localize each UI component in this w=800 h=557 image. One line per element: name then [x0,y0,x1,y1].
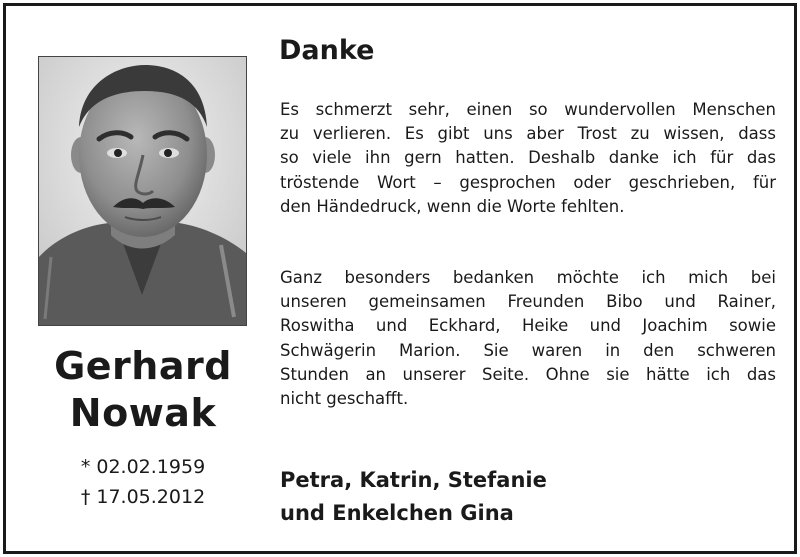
paragraph-line: unseren gemeinsamen Freunden Bibo und Rainer, [280,292,776,312]
birth-date: * 02.02.1959 [80,456,206,478]
death-date: † 17.05.2012 [80,486,206,508]
first-name: Gerhard [54,344,232,388]
signature-block [280,464,547,530]
thanks-paragraph-2 [280,266,776,411]
paragraph-line: Es schmerzt sehr, einen so wundervollen Menschen [280,100,776,119]
paragraph-line: Ganz besonders bedanken möchte ich mich bei [280,268,776,287]
thanks-paragraph-1 [280,98,776,219]
paragraph-line: so viele ihn gern hatten. Deshalb danke ich für das [280,148,776,168]
paragraph-line: Roswitha und Eckhard, Heike und Joachim sowie [280,316,776,336]
paragraph-line: zu verlieren. Es gibt uns aber Trost zu wissen, dass [280,124,776,144]
paragraph-line: tröstende Wort – gesprochen oder geschrieben, für [280,172,776,192]
thanks-heading: Danke [279,35,375,66]
paragraph-line: Stunden an unserer Seite. Ohne sie hätte ich das [280,364,776,384]
signature-line: Petra, Katrin, Stefanie [280,468,547,492]
portrait-image [39,57,246,325]
paragraph-line: Schwägerin Marion. Sie waren in den schweren [280,340,776,360]
deceased-name [32,343,254,437]
obituary-notice [3,3,797,554]
paragraph-line: nicht geschafft. [280,389,409,409]
life-dates [32,452,254,512]
last-name: Nowak [69,391,217,435]
signature-line: und Enkelchen Gina [280,501,514,525]
portrait-photo [38,56,247,326]
paragraph-line: den Händedruck, wenn die Worte fehlten. [280,196,625,216]
